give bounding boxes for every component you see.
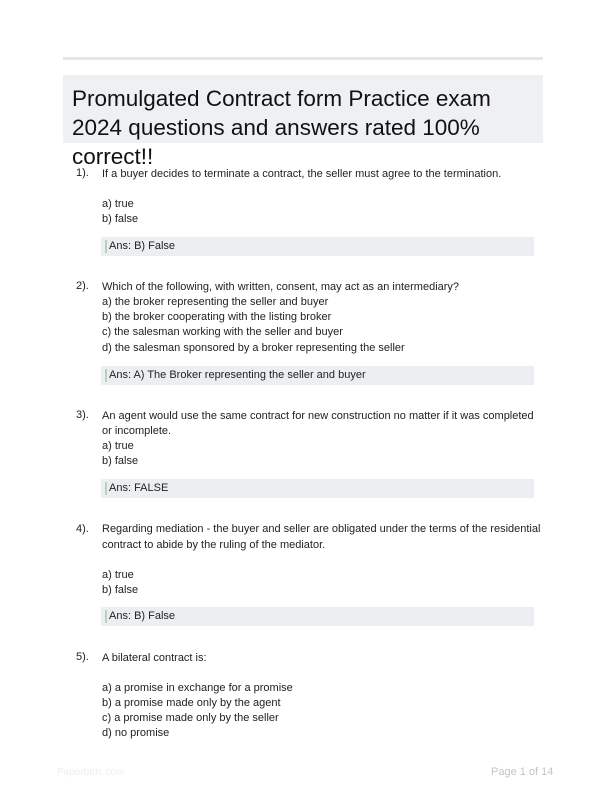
answer-accent-bar bbox=[105, 610, 107, 623]
question-number: 1). bbox=[76, 167, 89, 179]
question-number: 4). bbox=[76, 523, 89, 535]
answer-option: c) a promise made only by the seller bbox=[102, 712, 279, 724]
answer-text: Ans: FALSE bbox=[109, 482, 169, 494]
answer-text: Ans: B) False bbox=[109, 240, 176, 252]
answer-accent-bar bbox=[105, 482, 107, 495]
answer-option: b) the broker cooperating with the listing broker bbox=[102, 311, 332, 323]
top-divider bbox=[63, 57, 543, 60]
answer-option: b) false bbox=[102, 584, 139, 596]
question-text: Regarding mediation - the buyer and seller are obligated under the terms of the residential bbox=[102, 523, 541, 535]
answer-option: a) the broker representing the seller and buyer bbox=[102, 296, 329, 308]
title-banner bbox=[63, 75, 543, 169]
answer-option: b) a promise made only by the agent bbox=[102, 697, 281, 709]
answer-box bbox=[101, 237, 534, 256]
answer-option: a) true bbox=[102, 569, 134, 581]
answer-accent-bar bbox=[105, 369, 107, 382]
question-text: A bilateral contract is: bbox=[102, 652, 207, 664]
question-text: An agent would use the same contract for new construction no matter if it was completed bbox=[102, 410, 534, 422]
answer-box bbox=[101, 479, 534, 498]
question-text: If a buyer decides to terminate a contract, the seller must agree to the termination. bbox=[102, 168, 502, 180]
answer-option: b) false bbox=[102, 455, 139, 467]
question-number: 2). bbox=[76, 280, 89, 292]
question-text: Which of the following, with written, consent, may act as an intermediary? bbox=[102, 281, 460, 293]
question-text: contract to abide by the ruling of the mediator. bbox=[102, 539, 326, 551]
answer-accent-bar bbox=[105, 240, 107, 253]
answer-option: b) false bbox=[102, 213, 139, 225]
answer-box bbox=[101, 607, 534, 626]
answer-option: c) the salesman working with the seller and buyer bbox=[102, 326, 343, 338]
answer-option: a) true bbox=[102, 198, 134, 210]
answer-option: d) no promise bbox=[102, 727, 170, 739]
question-text: or incomplete. bbox=[102, 425, 172, 437]
question-number: 3). bbox=[76, 409, 89, 421]
answer-text: Ans: A) The Broker representing the seller and buyer bbox=[109, 369, 366, 381]
answer-text: Ans: B) False bbox=[109, 610, 176, 622]
page-number: Page 1 of 14 bbox=[491, 766, 554, 778]
footer-watermark: Paperbtdc.com bbox=[57, 767, 125, 778]
document-title: Promulgated Contract form Practice exam 2024 questions and answers rated 100% correct!! bbox=[72, 86, 491, 169]
answer-box bbox=[101, 366, 534, 385]
question-number: 5). bbox=[76, 651, 89, 663]
answer-option: a) true bbox=[102, 440, 134, 452]
answer-option: a) a promise in exchange for a promise bbox=[102, 682, 293, 694]
answer-option: d) the salesman sponsored by a broker representing the seller bbox=[102, 342, 405, 354]
